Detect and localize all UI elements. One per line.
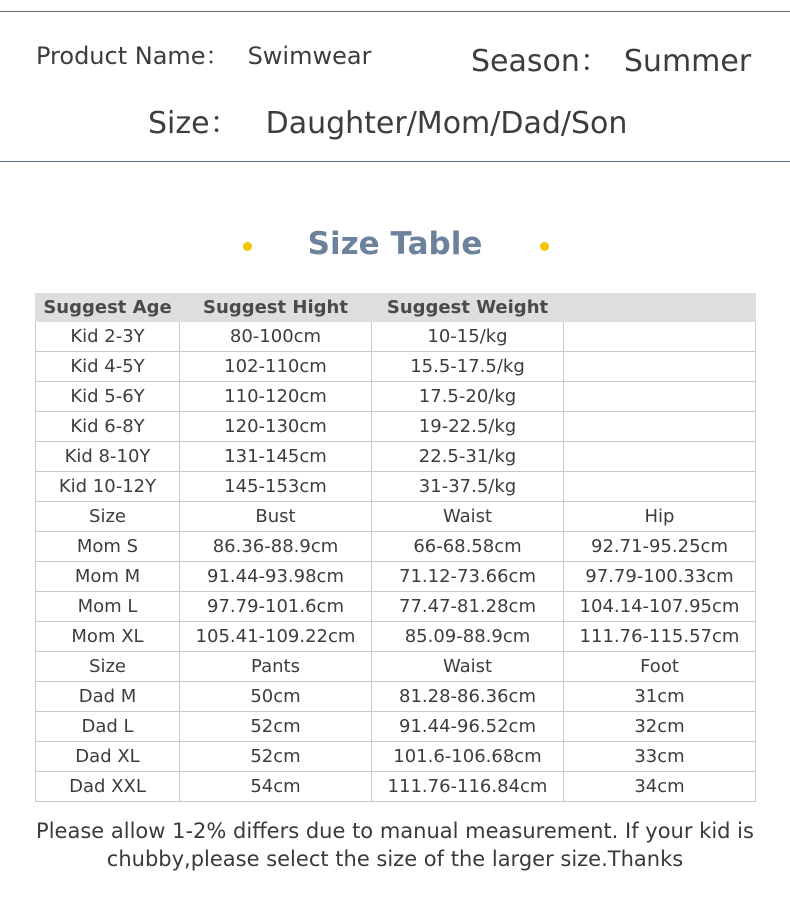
season-label: Season：: [471, 44, 610, 79]
table-row: [36, 382, 756, 412]
table-cell: Foot: [564, 652, 756, 682]
table-cell: [564, 382, 756, 412]
table-header-cell: [564, 294, 756, 322]
table-header-cell: Suggest Weight: [372, 294, 564, 322]
table-cell: Size: [36, 502, 180, 532]
season-value: Summer: [623, 44, 752, 79]
table-cell: 97.79-101.6cm: [180, 592, 372, 622]
table-cell: [564, 322, 756, 352]
table-cell: 33cm: [564, 742, 756, 772]
table-cell: 10-15/kg: [372, 322, 564, 352]
table-cell: 15.5-17.5/kg: [372, 352, 564, 382]
table-cell: 52cm: [180, 712, 372, 742]
table-row: [36, 322, 756, 352]
table-cell: 97.79-100.33cm: [564, 562, 756, 592]
table-cell: Waist: [372, 652, 564, 682]
table-cell: Mom M: [36, 562, 180, 592]
table-subheader-row: [36, 502, 756, 532]
table-cell: Mom XL: [36, 622, 180, 652]
table-cell: [564, 352, 756, 382]
table-cell: 17.5-20/kg: [372, 382, 564, 412]
table-cell: Pants: [180, 652, 372, 682]
table-cell: 34cm: [564, 772, 756, 802]
table-cell: 111.76-116.84cm: [372, 772, 564, 802]
table-cell: [564, 442, 756, 472]
table-cell: 91.44-93.98cm: [180, 562, 372, 592]
table-cell: 71.12-73.66cm: [372, 562, 564, 592]
table-cell: Mom S: [36, 532, 180, 562]
product-name: [36, 36, 371, 71]
table-cell: Bust: [180, 502, 372, 532]
table-cell: Waist: [372, 502, 564, 532]
table-cell: 31cm: [564, 682, 756, 712]
table-cell: 81.28-86.36cm: [372, 682, 564, 712]
note-line-2: chubby,please select the size of the larger size.Thanks: [106, 847, 684, 871]
top-divider: [0, 11, 790, 12]
table-cell: 52cm: [180, 742, 372, 772]
table-cell: Kid 8-10Y: [36, 442, 180, 472]
table-cell: 86.36-88.9cm: [180, 532, 372, 562]
table-cell: 145-153cm: [180, 472, 372, 502]
table-cell: 66-68.58cm: [372, 532, 564, 562]
table-cell: 50cm: [180, 682, 372, 712]
table-cell: 110-120cm: [180, 382, 372, 412]
table-cell: 85.09-88.9cm: [372, 622, 564, 652]
table-cell: 22.5-31/kg: [372, 442, 564, 472]
table-cell: 101.6-106.68cm: [372, 742, 564, 772]
table-row: [36, 442, 756, 472]
right-dot-icon: [540, 242, 549, 251]
table-cell: Dad L: [36, 712, 180, 742]
measurement-note: [0, 817, 790, 873]
table-row: [36, 472, 756, 502]
table-cell: 111.76-115.57cm: [564, 622, 756, 652]
table-row: [36, 712, 756, 742]
product-name-value: Swimwear: [247, 42, 372, 70]
table-cell: 104.14-107.95cm: [564, 592, 756, 622]
table-row: [36, 742, 756, 772]
table-row: [36, 622, 756, 652]
table-cell: [564, 412, 756, 442]
bottom-divider: [0, 161, 790, 162]
table-cell: 120-130cm: [180, 412, 372, 442]
table-cell: 80-100cm: [180, 322, 372, 352]
table-cell: Mom L: [36, 592, 180, 622]
table-cell: 131-145cm: [180, 442, 372, 472]
season: [471, 36, 751, 80]
table-cell: 32cm: [564, 712, 756, 742]
size-info: [148, 98, 627, 142]
table-row: [36, 412, 756, 442]
table-cell: 54cm: [180, 772, 372, 802]
table-cell: 19-22.5/kg: [372, 412, 564, 442]
table-cell: Kid 4-5Y: [36, 352, 180, 382]
table-cell: Kid 5-6Y: [36, 382, 180, 412]
table-subheader-row: [36, 652, 756, 682]
note-line-1: Please allow 1-2% differs due to manual measurement. If your kid is: [36, 819, 754, 843]
table-row: [36, 532, 756, 562]
table-cell: 77.47-81.28cm: [372, 592, 564, 622]
table-cell: Kid 10-12Y: [36, 472, 180, 502]
table-cell: 102-110cm: [180, 352, 372, 382]
table-row: [36, 592, 756, 622]
table-header-cell: Suggest Age: [36, 294, 180, 322]
table-cell: 105.41-109.22cm: [180, 622, 372, 652]
table-cell: Hip: [564, 502, 756, 532]
table-row: [36, 772, 756, 802]
table-header-row: [36, 294, 756, 322]
table-cell: Dad XL: [36, 742, 180, 772]
table-row: [36, 682, 756, 712]
table-cell: Size: [36, 652, 180, 682]
table-cell: [564, 472, 756, 502]
size-table: [35, 293, 756, 802]
product-name-label: Product Name：: [36, 42, 230, 70]
table-cell: 31-37.5/kg: [372, 472, 564, 502]
table-row: [36, 562, 756, 592]
table-row: [36, 352, 756, 382]
table-cell: Dad XXL: [36, 772, 180, 802]
table-cell: 91.44-96.52cm: [372, 712, 564, 742]
table-cell: Kid 6-8Y: [36, 412, 180, 442]
table-cell: Kid 2-3Y: [36, 322, 180, 352]
table-cell: 92.71-95.25cm: [564, 532, 756, 562]
table-cell: Dad M: [36, 682, 180, 712]
size-value: Daughter/Mom/Dad/Son: [265, 106, 628, 141]
table-title: Size Table: [307, 226, 483, 262]
table-header-cell: Suggest Hight: [180, 294, 372, 322]
size-label: Size：: [148, 106, 240, 141]
